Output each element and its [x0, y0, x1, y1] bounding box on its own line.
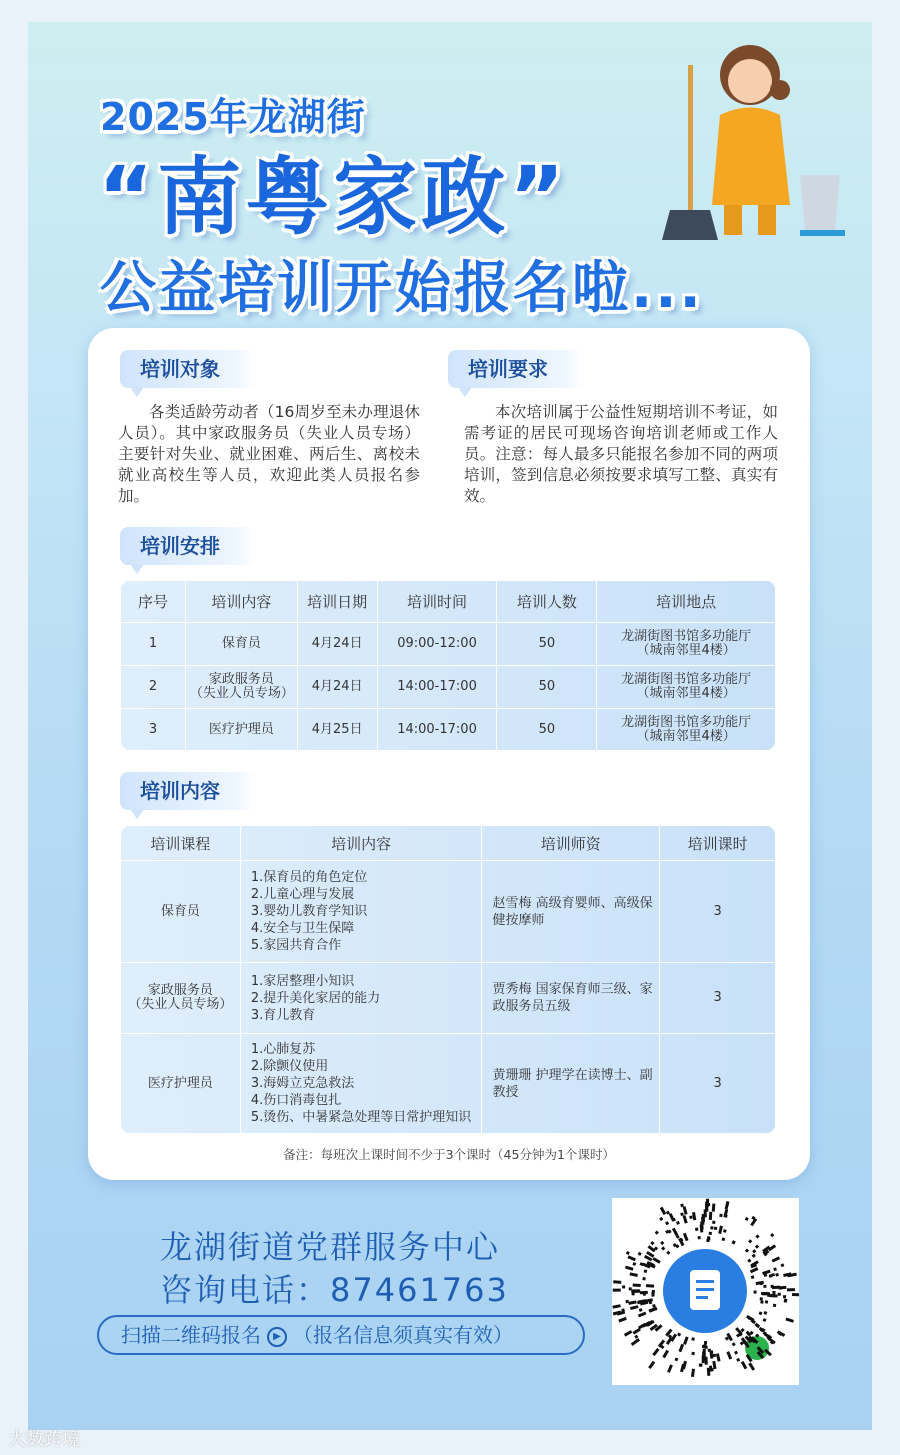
- qr-module: [631, 1339, 639, 1346]
- scan-label: 扫描二维码报名: [121, 1323, 261, 1347]
- qr-module: [763, 1285, 766, 1288]
- qr-module: [626, 1251, 630, 1255]
- qr-module: [704, 1341, 707, 1344]
- qr-module: [745, 1249, 749, 1253]
- qr-module: [723, 1209, 728, 1217]
- content-table: [120, 825, 776, 1134]
- qr-module: [683, 1233, 689, 1242]
- table-cell: 3: [660, 1034, 776, 1134]
- table-row: [121, 963, 776, 1034]
- qr-module: [666, 1251, 670, 1255]
- qr-module: [772, 1286, 780, 1290]
- qr-module: [691, 1337, 695, 1341]
- column-header: 序号: [121, 581, 186, 623]
- qr-module: [697, 1236, 700, 1239]
- qr-module: [659, 1217, 663, 1221]
- qr-module: [708, 1349, 711, 1352]
- qr-module: [748, 1362, 755, 1370]
- table-row: [121, 623, 776, 666]
- qr-module: [718, 1226, 723, 1234]
- qr-module: [787, 1288, 795, 1291]
- qr-module: [745, 1217, 749, 1221]
- qr-module: [699, 1364, 702, 1367]
- table-header-row: [121, 826, 776, 861]
- requirement-text: 本次培训属于公益性短期培训不考证，如需考证的居民可现场咨询培训老师或工作人员。注意：每人最多只能报名参加不同的两项培训，签到信息必须按要求填写工整、真实有效。: [464, 403, 778, 505]
- qr-module: [628, 1300, 636, 1304]
- qr-module: [716, 1353, 721, 1361]
- table-cell: 龙湖街图书馆多功能厅 （城南邻里4楼）: [597, 709, 776, 751]
- table-cell: 赵雪梅 高级育婴师、高级保健按摩师: [482, 861, 660, 963]
- column-header: 培训师资: [482, 826, 660, 861]
- table-cell: 1.家居整理小知识 2.提升美化家居的能力 3.育儿教育: [240, 963, 482, 1034]
- qr-module: [751, 1275, 755, 1279]
- table-cell: 1.心肺复苏 2.除颤仪使用 3.海姆立克急救法 4.伤口消毒包扎 5.烫伤、中暑紧急处理等日常护理知识: [240, 1034, 482, 1134]
- qr-module: [755, 1245, 759, 1249]
- qr-module: [741, 1361, 747, 1369]
- qr-module: [613, 1280, 621, 1284]
- table-row: [121, 861, 776, 963]
- column-header: 培训人数: [497, 581, 597, 623]
- table-cell: 龙湖街图书馆多功能厅 （城南邻里4楼）: [597, 666, 776, 709]
- qr-module: [773, 1304, 776, 1307]
- organization-name: 龙湖街道党群服务中心: [160, 1228, 501, 1266]
- scan-note: （报名信息须真实有效）: [293, 1323, 513, 1347]
- qr-module: [638, 1252, 642, 1256]
- qr-module: [695, 1228, 698, 1231]
- qr-module: [661, 1246, 665, 1250]
- qr-module: [692, 1212, 696, 1220]
- qr-module: [665, 1221, 669, 1225]
- qr-module: [760, 1300, 763, 1303]
- table-cell: 贾秀梅 国家保育师三级、家政服务员五级: [482, 963, 660, 1034]
- qr-module: [665, 1230, 669, 1234]
- qr-module: [631, 1289, 639, 1292]
- qr-module: [702, 1214, 705, 1222]
- qr-module: [736, 1358, 740, 1362]
- qr-module: [624, 1330, 632, 1337]
- arrow-right-icon: ▶: [267, 1327, 287, 1347]
- table-cell: 家政服务员 （失业人员专场）: [185, 666, 297, 709]
- qr-module: [752, 1254, 756, 1258]
- table-cell: 家政服务员 （失业人员专场）: [121, 963, 241, 1034]
- mini-program-qr-code[interactable]: [612, 1198, 799, 1385]
- column-header: 培训课程: [121, 826, 241, 861]
- qr-module: [773, 1267, 777, 1271]
- qr-module: [763, 1318, 767, 1322]
- qr-module: [683, 1215, 688, 1224]
- qr-module: [678, 1238, 684, 1246]
- qr-module: [719, 1214, 723, 1218]
- qr-module: [750, 1267, 759, 1273]
- qr-module: [662, 1350, 669, 1358]
- qr-module: [638, 1312, 647, 1318]
- qr-module: [632, 1262, 636, 1266]
- column-header: 培训地点: [597, 581, 776, 623]
- qr-module: [665, 1329, 672, 1337]
- qr-module: [649, 1307, 658, 1313]
- qr-module: [629, 1287, 632, 1290]
- qr-module: [726, 1351, 732, 1360]
- qr-module: [646, 1284, 654, 1288]
- qr-module: [618, 1317, 627, 1323]
- title-main: “南粤家政”: [98, 148, 569, 246]
- qr-module: [770, 1233, 774, 1237]
- target-text: 各类适龄劳动者（16周岁至未办理退休人员）。其中家政服务员（失业人员专场）主要针对失业、就业困难、两后生、离校未就业高校生等人员，欢迎此类人员报名参加。: [118, 403, 420, 505]
- qr-module: [723, 1229, 727, 1233]
- table-cell: 4月25日: [297, 709, 377, 751]
- section-tag-target: 培训对象: [120, 350, 255, 388]
- qr-module: [702, 1345, 705, 1348]
- qr-module: [710, 1368, 713, 1371]
- qr-module: [633, 1284, 641, 1287]
- column-header: 培训内容: [240, 826, 482, 861]
- qr-module: [709, 1232, 712, 1235]
- table-cell: 3: [660, 963, 776, 1034]
- qr-module: [680, 1203, 684, 1207]
- qr-module: [783, 1295, 786, 1298]
- table-cell: 保育员: [121, 861, 241, 963]
- table-cell: 黄珊珊 护理学在读博士、副教授: [482, 1034, 660, 1134]
- qr-module: [672, 1228, 678, 1236]
- qr-module: [691, 1369, 695, 1377]
- qr-module: [683, 1336, 688, 1345]
- qr-module: [778, 1293, 781, 1296]
- table-row: [121, 1034, 776, 1134]
- section-tag-content: 培训内容: [120, 772, 255, 810]
- column-header: 培训时间: [377, 581, 497, 623]
- qr-module: [677, 1332, 681, 1336]
- qr-module: [612, 1304, 620, 1308]
- qr-module: [760, 1297, 763, 1300]
- qr-module: [769, 1294, 777, 1297]
- qr-module: [650, 1241, 654, 1245]
- watermark: 大数跨境: [8, 1429, 80, 1450]
- qr-module: [660, 1207, 666, 1215]
- section-tag-requirement: 培训要求: [448, 350, 583, 388]
- qr-module: [678, 1344, 684, 1353]
- qr-module: [714, 1227, 717, 1230]
- table-note: 备注：每班次上课时间不少于3个课时（45分钟为1个课时）: [283, 1147, 615, 1162]
- table-cell: 医疗护理员: [121, 1034, 241, 1134]
- qr-module: [721, 1237, 725, 1241]
- table-cell: 50: [497, 623, 597, 666]
- qr-module: [691, 1352, 694, 1355]
- qr-module: [792, 1293, 799, 1296]
- column-header: 培训课时: [660, 826, 776, 861]
- qr-module: [772, 1256, 781, 1262]
- qr-module: [775, 1273, 779, 1277]
- qr-module: [712, 1203, 716, 1211]
- qr-module: [674, 1357, 678, 1361]
- qr-module: [765, 1300, 768, 1303]
- table-cell: 医疗护理员: [185, 709, 297, 751]
- table-cell: 4月24日: [297, 666, 377, 709]
- column-header: 培训内容: [185, 581, 297, 623]
- table-row: [121, 666, 776, 709]
- qr-module: [660, 1241, 664, 1245]
- qr-module: [652, 1348, 659, 1356]
- qr-module: [639, 1308, 643, 1312]
- qr-module: [707, 1368, 710, 1376]
- section-tag-schedule: 培训安排: [120, 527, 255, 565]
- column-header: 培训日期: [297, 581, 377, 623]
- qr-module: [629, 1272, 637, 1277]
- qr-module: [669, 1213, 675, 1222]
- table-cell: 14:00-17:00: [377, 709, 497, 751]
- qr-module: [787, 1274, 791, 1278]
- table-cell: 龙湖街图书馆多功能厅 （城南邻里4楼）: [597, 623, 776, 666]
- qr-module: [706, 1199, 709, 1207]
- qr-module: [755, 1234, 759, 1238]
- qr-module: [772, 1291, 775, 1294]
- qr-module: [622, 1285, 625, 1288]
- qr-module: [712, 1221, 715, 1224]
- qr-module: [752, 1249, 756, 1253]
- qr-module: [706, 1239, 709, 1242]
- qr-module: [764, 1311, 768, 1315]
- table-cell: 保育员: [185, 623, 297, 666]
- qr-module: [676, 1221, 680, 1225]
- qr-module: [643, 1293, 646, 1296]
- title-year: 2025年龙湖街: [100, 95, 366, 139]
- qr-module: [785, 1317, 794, 1322]
- consult-phone: 咨询电话：87461763: [160, 1271, 509, 1309]
- qr-module: [652, 1257, 660, 1264]
- table-cell: 50: [497, 666, 597, 709]
- qr-module: [644, 1269, 648, 1273]
- qr-module: [630, 1305, 638, 1310]
- table-cell: 4月24日: [297, 623, 377, 666]
- qr-module: [747, 1259, 751, 1263]
- qr-module: [710, 1226, 713, 1229]
- qr-module: [762, 1292, 770, 1295]
- table-cell: 14:00-17:00: [377, 666, 497, 709]
- housekeeper-illustration: [650, 35, 850, 250]
- qr-module: [759, 1282, 762, 1285]
- table-header-row: [121, 581, 776, 623]
- qr-module: [667, 1364, 673, 1373]
- qr-module: [713, 1354, 716, 1357]
- qr-module: [613, 1289, 621, 1292]
- qr-module: [712, 1361, 716, 1369]
- table-cell: 50: [497, 709, 597, 751]
- qr-module: [642, 1277, 645, 1280]
- qr-module: [625, 1266, 634, 1271]
- qr-module: [784, 1299, 787, 1302]
- table-cell: 2: [121, 666, 186, 709]
- qr-module: [748, 1239, 752, 1243]
- table-cell: 1.保育员的角色定位 2.儿童心理与发展 3.婴幼儿教育学知识 4.安全与卫生保障 5.家园共育合作: [240, 861, 482, 963]
- qr-module: [634, 1335, 638, 1339]
- qr-module: [680, 1212, 684, 1216]
- qr-module: [781, 1263, 785, 1267]
- table-cell: 1: [121, 623, 186, 666]
- table-row: [121, 709, 776, 751]
- qr-module: [702, 1351, 705, 1359]
- qr-module: [689, 1215, 693, 1219]
- table-cell: 09:00-12:00: [377, 623, 497, 666]
- qr-module: [709, 1212, 712, 1220]
- qr-module: [759, 1311, 763, 1315]
- table-cell: 3: [660, 861, 776, 963]
- table-cell: 3: [121, 709, 186, 751]
- qr-module: [732, 1342, 736, 1346]
- qr-module: [627, 1255, 636, 1261]
- scan-register-banner: [97, 1315, 585, 1355]
- title-sub: 公益培训开始报名啦...: [100, 256, 704, 321]
- qr-module: [707, 1236, 710, 1239]
- qr-module: [625, 1300, 628, 1303]
- qr-module: [651, 1293, 654, 1296]
- qr-module: [754, 1291, 757, 1294]
- qr-module: [648, 1361, 655, 1369]
- schedule-table: [120, 580, 776, 751]
- qr-module: [732, 1240, 736, 1244]
- qr-module: [734, 1351, 738, 1355]
- qr-module: [655, 1231, 659, 1235]
